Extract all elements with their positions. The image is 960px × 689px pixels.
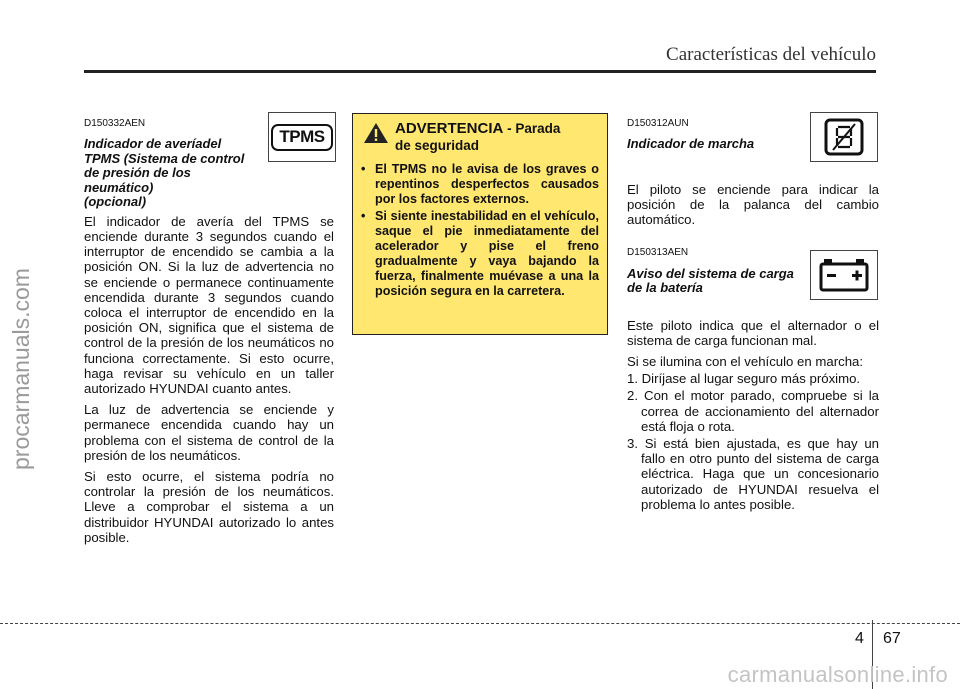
list-item: 3. Si está bien ajustada, es que hay un fallo en otro punto del sistema de carga eléctrica. Haga que un concesionario autorizado de HYUNDAI resuelva el problema lo antes posible.	[627, 435, 879, 512]
paragraph: El piloto se enciende para indicar la posición de la palanca del cambio automático.	[627, 181, 879, 228]
paragraph: Si se ilumina con el vehículo en marcha:	[627, 353, 864, 369]
gear-display-icon	[821, 117, 867, 157]
chapter-number: 4	[855, 630, 864, 647]
paragraph: El indicador de avería del TPMS se enciende durante 3 segundos cuando el interruptor de encendido se cambia a la posición ON. Si la luz de advertencia no se enciende o permanece continuamente encendida durante 3 segundos cuando coloca el interruptor de encendido en la posición ON, significa que el sistema de control de la presión de los neumáticos no funciona correctamente. Si esto ocurre, haga revisar su vehículo en un taller autorizado HYUNDAI cuanto antes.	[84, 213, 334, 396]
paragraph: Este piloto indica que el alternador o el sistema de carga funcionan mal.	[627, 317, 879, 348]
warning-title-line2: de seguridad	[395, 138, 480, 153]
warning-title-main: ADVERTENCIA	[395, 120, 504, 137]
subhead-line: de presión de los	[84, 165, 191, 181]
footer-rule	[0, 623, 960, 624]
paragraph: Si esto ocurre, el sistema podría no controlar la presión de los neumáticos. Lleve a comprobar el sistema a un distribuidor HYUNDAI autorizado lo antes posible.	[84, 468, 334, 545]
warning-box	[352, 113, 608, 335]
warning-header	[361, 120, 599, 154]
subhead-line: (opcional)	[84, 194, 147, 210]
list-item: • Si siente inestabilidad en el vehículo, saque el pie inmediatamente del acelerador y pise el freno gradualmente y vaya bajando la fuerza, finalmente muévase a una la posición segura en la carretera.	[361, 209, 599, 299]
subhead-line: TPMS (Sistema de control	[84, 150, 245, 166]
list-item: • El TPMS no le avisa de los graves o repentinos desperfectos causados por los factores externos.	[361, 162, 599, 207]
tpms-indicator-icon	[268, 112, 336, 162]
section-subhead: Indicador de marcha	[627, 136, 755, 152]
warning-title-suffix: - Parada	[503, 121, 561, 136]
warning-list	[361, 162, 599, 299]
list-item: 2. Con el motor parado, compruebe si la correa de accionamiento del alternador está floja o rota.	[627, 388, 879, 434]
section-code: D150332AEN	[84, 118, 146, 129]
subhead-line: Indicador de averíadel	[84, 136, 222, 152]
tpms-icon-label: TPMS	[271, 124, 332, 151]
warning-triangle-icon	[363, 122, 389, 144]
watermark-text: procarmanuals.com	[8, 268, 34, 470]
subhead-line: de la batería	[627, 280, 703, 296]
section-code: D150313AEN	[627, 247, 689, 259]
battery-icon	[818, 257, 870, 293]
paragraph: La luz de advertencia se enciende y permanece encendida cuando hay un problema con el sistema de control de la presión de los neumáticos.	[84, 402, 334, 463]
subhead-line: neumático)	[84, 179, 154, 195]
subhead-line: Aviso del sistema de carga	[627, 265, 794, 281]
header-rule	[84, 70, 876, 73]
column-tpms	[84, 116, 334, 551]
page-number: 67	[883, 630, 901, 647]
gear-position-indicator-icon	[810, 112, 878, 162]
battery-charge-icon	[810, 250, 878, 300]
site-watermark: carmanualsonline.info	[727, 662, 948, 687]
warning-title	[395, 120, 560, 154]
section-title: Características del vehículo	[666, 44, 876, 65]
list-item: 1. Diríjase al lugar seguro más próximo.	[627, 371, 861, 387]
section-code: D150312AUN	[627, 118, 689, 129]
column-indicators	[627, 116, 879, 518]
